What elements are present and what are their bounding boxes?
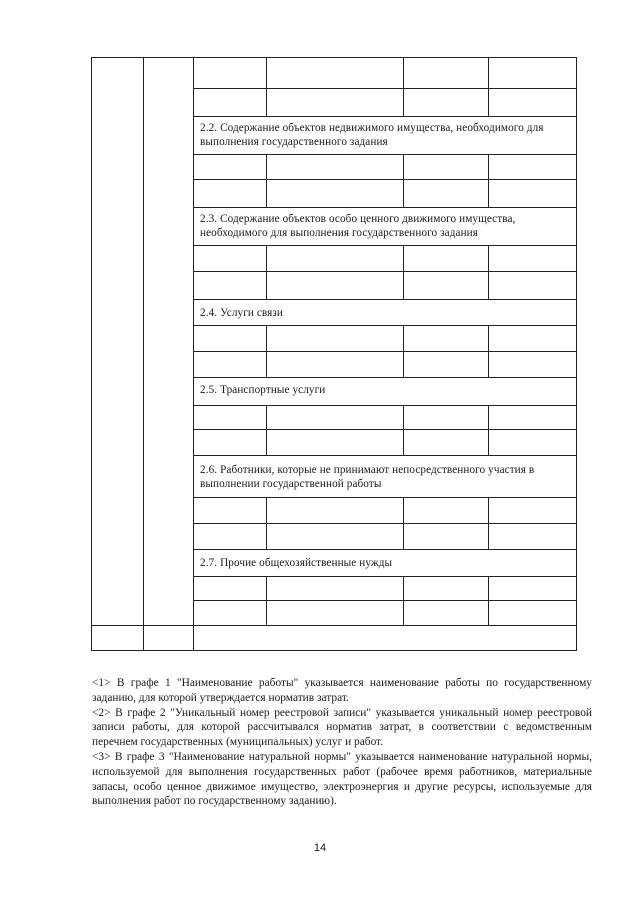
page-number: 14	[313, 842, 327, 854]
column-rule	[403, 154, 404, 207]
column-rule	[488, 57, 489, 116]
column-rule	[143, 57, 144, 650]
column-rule	[193, 57, 194, 650]
section-2-6-label: 2.6. Работники, которые не принимают непосредственного участия в выполнении государственной работы	[200, 464, 535, 490]
section-2-3-label: 2.3. Содержание объектов особо ценного движимого имущества, необходимого для выполнения государственного задания	[200, 213, 516, 239]
column-rule	[403, 57, 404, 116]
row-rule	[193, 299, 576, 300]
row-rule	[193, 405, 576, 406]
row-rule	[193, 207, 576, 208]
column-rule	[403, 405, 404, 455]
column-rule	[266, 405, 267, 455]
row-rule	[193, 271, 576, 272]
row-rule	[193, 576, 576, 577]
footnote-2: <2> В графе 2 "Уникальный номер реестровой записи" указывается уникальный номер реестровой записи работы, для которой рассчитывался норматив затрат, в соответствии с ведомственным перечнем государственных (муниципальных) услуг и работ.	[92, 706, 592, 749]
footnotes	[92, 676, 592, 809]
row-rule	[193, 88, 576, 89]
footnote-1: <1> В графе 1 "Наименование работы" указывается наименование работы по государственному заданию, для которой утверждается норматив затрат.	[92, 677, 592, 704]
column-rule	[403, 245, 404, 299]
section-2-4-label: 2.4. Услуги связи	[200, 307, 284, 319]
row-rule	[193, 600, 576, 601]
table-border-bottom	[91, 650, 576, 651]
row-rule	[193, 523, 576, 524]
row-rule	[193, 455, 576, 456]
section-2-2-label: 2.2. Содержание объектов недвижимого имущества, необходимого для выполнения государственного задания	[200, 122, 544, 148]
row-rule	[193, 497, 576, 498]
row-rule	[193, 549, 576, 550]
column-rule	[488, 405, 489, 455]
table-border-top	[91, 57, 576, 58]
column-rule	[266, 245, 267, 299]
row-rule	[193, 116, 576, 117]
row-rule	[193, 154, 576, 155]
column-rule	[266, 154, 267, 207]
section-2-7-label: 2.7. Прочие общехозяйственные нужды	[200, 557, 393, 569]
row-rule	[91, 625, 576, 626]
row-rule	[193, 179, 576, 180]
table-border-right	[576, 57, 577, 651]
footnote-3: <3> В графе 3 "Наименование натуральной нормы" указывается наименование натуральной нормы, используемой для выполнения государственных работ (рабочее время работников, материальные запасы, особо ценное движимое имущество, электроэнергия и другие ресурсы, используемые для выполнения работ по государственному заданию).	[92, 750, 592, 808]
section-2-5-label: 2.5. Транспортные услуги	[200, 384, 326, 396]
row-rule	[193, 325, 576, 326]
table-border-left	[91, 57, 92, 650]
column-rule	[488, 245, 489, 299]
column-rule	[488, 154, 489, 207]
column-rule	[266, 57, 267, 116]
row-rule	[193, 351, 576, 352]
row-rule	[193, 429, 576, 430]
row-rule	[193, 245, 576, 246]
row-rule	[193, 377, 576, 378]
